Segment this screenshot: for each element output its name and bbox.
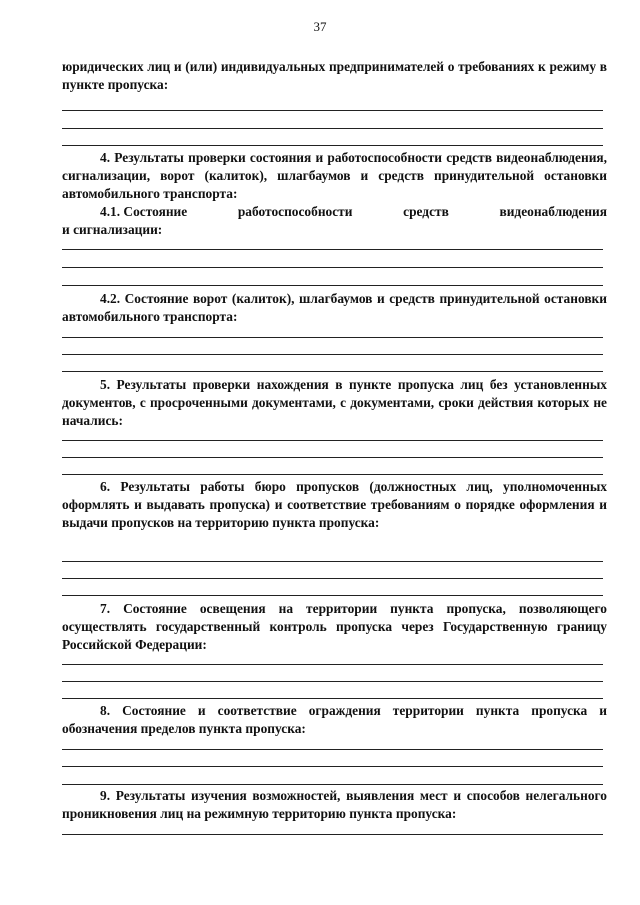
blank-line [62,595,603,596]
subsection-4-1-continuation: и сигнализации: [62,222,163,237]
blank-line [62,784,603,785]
blank-line [62,664,603,665]
blank-line [62,681,603,682]
subsection-4-2 [62,290,607,326]
blank-line [62,766,603,767]
blank-line [62,834,603,835]
blank-line [62,249,603,250]
blank-line [62,371,603,372]
blank-line [62,457,603,458]
blank-line [62,267,603,268]
section-9 [62,787,607,823]
section-6-text: 6. Результаты работы бюро пропусков (должностных лиц, уполномоченных оформлять и выдавать пропуска) и соответствие требованиям о порядке оформления и выдачи пропусков на территорию пункта пропуска: [62,479,607,530]
section-8-text: 8. Состояние и соответствие ограждения территории пункта пропуска и обозначения пределов пункта пропуска: [62,703,607,736]
blank-line [62,145,603,146]
subsection-4-1-word: 4.1. Состояние [100,204,188,219]
blank-line [62,749,603,750]
section-8 [62,702,607,738]
blank-line [62,698,603,699]
section-7 [62,600,607,654]
blank-line [62,354,603,355]
subsection-4-1-word: видеонаблюдения [499,204,607,219]
intro-text: юридических лиц и (или) индивидуальных предпринимателей о требованиях к режиму в пункте пропуска: [62,59,607,92]
blank-line [62,561,603,562]
subsection-4-1-word: работоспособности [237,204,353,219]
section-4-text: 4. Результаты проверки состояния и работоспособности средств видеонаблюдения, сигнализации, ворот (калиток), шлагбаумов и средств принудительной остановки автомобильного транспорта: [62,150,607,201]
subsection-4-1-heading [62,203,607,221]
blank-line [62,128,603,129]
blank-line [62,285,603,286]
section-6 [62,478,607,532]
intro-paragraph [62,58,607,94]
blank-line [62,440,603,441]
blank-line [62,110,603,111]
section-9-text: 9. Результаты изучения возможностей, выявления мест и способов нелегального проникновения лиц на режимную территорию пункта пропуска: [62,788,607,821]
blank-line [62,578,603,579]
page-number: 37 [313,19,327,34]
section-5-text: 5. Результаты проверки нахождения в пункте пропуска лиц без установленных документов, с просроченными документами, с документами, сроки действия которых не начались: [62,377,607,428]
section-7-text: 7. Состояние освещения на территории пункта пропуска, позволяющего осуществлять государственный контроль пропуска через Государственную границу Российской Федерации: [62,601,607,652]
blank-line [62,474,603,475]
subsection-4-2-text: 4.2. Состояние ворот (калиток), шлагбаумов и средств принудительной остановки автомобильного транспорта: [62,291,607,324]
section-5 [62,376,607,430]
subsection-4-1-word: средств [403,204,449,219]
blank-line [62,337,603,338]
section-4 [62,149,607,239]
